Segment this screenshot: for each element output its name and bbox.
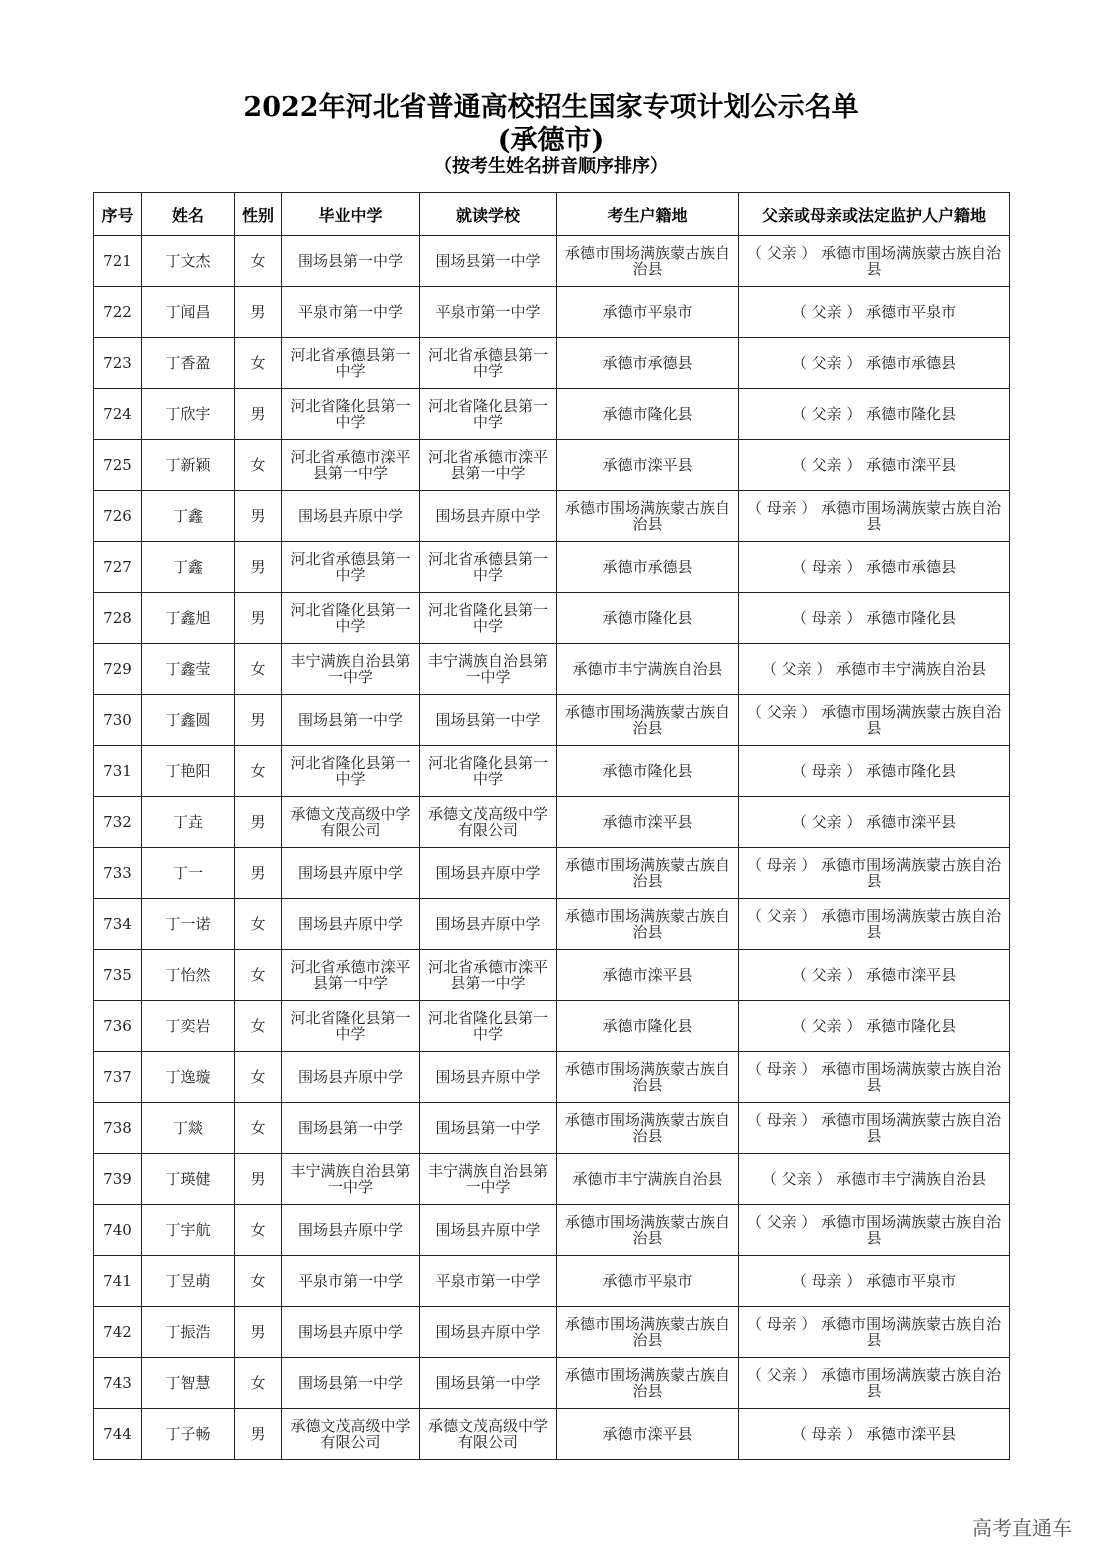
grad-school-cell: 河北省隆化县第一中学 bbox=[282, 389, 420, 440]
table-row bbox=[94, 593, 1010, 644]
grad-school-cell: 围场县卉原中学 bbox=[282, 1205, 420, 1256]
student-hukou-cell: 承德市围场满族蒙古族自治县 bbox=[557, 848, 739, 899]
table-row bbox=[94, 1001, 1010, 1052]
table-row bbox=[94, 236, 1010, 287]
sex-cell: 女 bbox=[235, 1052, 282, 1103]
guardian-hukou-cell: （ 母亲 ） 承德市承德县 bbox=[739, 542, 1010, 593]
grad-school-cell: 丰宁满族自治县第一中学 bbox=[282, 644, 420, 695]
sex-cell: 女 bbox=[235, 338, 282, 389]
name-cell: 丁鑫 bbox=[142, 542, 235, 593]
student-hukou-cell: 承德市隆化县 bbox=[557, 746, 739, 797]
name-cell: 丁宇航 bbox=[142, 1205, 235, 1256]
seq-cell: 734 bbox=[94, 899, 142, 950]
table-row bbox=[94, 797, 1010, 848]
grad-school-cell: 河北省承德市滦平县第一中学 bbox=[282, 950, 420, 1001]
seq-cell: 726 bbox=[94, 491, 142, 542]
sex-cell: 女 bbox=[235, 950, 282, 1001]
table-row bbox=[94, 1103, 1010, 1154]
current-school-cell: 围场县卉原中学 bbox=[420, 1307, 557, 1358]
table-row bbox=[94, 950, 1010, 1001]
table-row bbox=[94, 848, 1010, 899]
grad-school-cell: 河北省隆化县第一中学 bbox=[282, 746, 420, 797]
seq-cell: 739 bbox=[94, 1154, 142, 1205]
current-school-cell: 平泉市第一中学 bbox=[420, 287, 557, 338]
name-cell: 丁香盈 bbox=[142, 338, 235, 389]
current-school-cell: 围场县卉原中学 bbox=[420, 1052, 557, 1103]
current-school-cell: 围场县卉原中学 bbox=[420, 491, 557, 542]
sex-cell: 男 bbox=[235, 542, 282, 593]
student-hukou-cell: 承德市平泉市 bbox=[557, 287, 739, 338]
seq-cell: 742 bbox=[94, 1307, 142, 1358]
sex-cell: 女 bbox=[235, 1358, 282, 1409]
seq-cell: 737 bbox=[94, 1052, 142, 1103]
student-hukou-cell: 承德市承德县 bbox=[557, 542, 739, 593]
sex-cell: 男 bbox=[235, 1154, 282, 1205]
grad-school-cell: 河北省承德县第一中学 bbox=[282, 542, 420, 593]
seq-cell: 744 bbox=[94, 1409, 142, 1460]
table-row bbox=[94, 491, 1010, 542]
name-cell: 丁昱萌 bbox=[142, 1256, 235, 1307]
sex-cell: 女 bbox=[235, 1103, 282, 1154]
current-school-cell: 围场县第一中学 bbox=[420, 236, 557, 287]
table-row bbox=[94, 1358, 1010, 1409]
sex-cell: 男 bbox=[235, 593, 282, 644]
name-cell: 丁瑛健 bbox=[142, 1154, 235, 1205]
student-hukou-cell: 承德市滦平县 bbox=[557, 797, 739, 848]
name-cell: 丁一 bbox=[142, 848, 235, 899]
seq-cell: 725 bbox=[94, 440, 142, 491]
table-row bbox=[94, 1409, 1010, 1460]
grad-school-cell: 河北省承德县第一中学 bbox=[282, 338, 420, 389]
student-hukou-cell: 承德市平泉市 bbox=[557, 1256, 739, 1307]
grad-school-cell: 围场县第一中学 bbox=[282, 1103, 420, 1154]
current-school-cell: 围场县第一中学 bbox=[420, 695, 557, 746]
table-row bbox=[94, 1154, 1010, 1205]
seq-cell: 743 bbox=[94, 1358, 142, 1409]
student-hukou-cell: 承德市围场满族蒙古族自治县 bbox=[557, 1358, 739, 1409]
student-hukou-cell: 承德市围场满族蒙古族自治县 bbox=[557, 1103, 739, 1154]
current-school-cell: 围场县卉原中学 bbox=[420, 1205, 557, 1256]
student-hukou-cell: 承德市丰宁满族自治县 bbox=[557, 644, 739, 695]
grad-school-cell: 围场县卉原中学 bbox=[282, 491, 420, 542]
table-header-row bbox=[94, 193, 1010, 236]
column-header-guardian-hukou: 父亲或母亲或法定监护人户籍地 bbox=[739, 193, 1010, 236]
current-school-cell: 围场县卉原中学 bbox=[420, 848, 557, 899]
name-cell: 丁垚 bbox=[142, 797, 235, 848]
grad-school-cell: 平泉市第一中学 bbox=[282, 1256, 420, 1307]
guardian-hukou-cell: （ 父亲 ） 承德市承德县 bbox=[739, 338, 1010, 389]
student-hukou-cell: 承德市滦平县 bbox=[557, 440, 739, 491]
grad-school-cell: 丰宁满族自治县第一中学 bbox=[282, 1154, 420, 1205]
current-school-cell: 承德文茂高级中学有限公司 bbox=[420, 1409, 557, 1460]
table-row bbox=[94, 338, 1010, 389]
current-school-cell: 河北省承德市滦平县第一中学 bbox=[420, 950, 557, 1001]
student-hukou-cell: 承德市隆化县 bbox=[557, 1001, 739, 1052]
current-school-cell: 河北省隆化县第一中学 bbox=[420, 593, 557, 644]
sex-cell: 男 bbox=[235, 1307, 282, 1358]
name-cell: 丁鑫旭 bbox=[142, 593, 235, 644]
table-row bbox=[94, 695, 1010, 746]
grad-school-cell: 围场县第一中学 bbox=[282, 1358, 420, 1409]
student-hukou-cell: 承德市滦平县 bbox=[557, 950, 739, 1001]
guardian-hukou-cell: （ 母亲 ） 承德市围场满族蒙古族自治县 bbox=[739, 1103, 1010, 1154]
student-hukou-cell: 承德市承德县 bbox=[557, 338, 739, 389]
watermark: 高考直通车 bbox=[972, 1516, 1072, 1540]
current-school-cell: 河北省承德市滦平县第一中学 bbox=[420, 440, 557, 491]
student-hukou-cell: 承德市丰宁满族自治县 bbox=[557, 1154, 739, 1205]
current-school-cell: 承德文茂高级中学有限公司 bbox=[420, 797, 557, 848]
current-school-cell: 围场县卉原中学 bbox=[420, 899, 557, 950]
guardian-hukou-cell: （ 父亲 ） 承德市围场满族蒙古族自治县 bbox=[739, 899, 1010, 950]
student-hukou-cell: 承德市围场满族蒙古族自治县 bbox=[557, 1307, 739, 1358]
guardian-hukou-cell: （ 父亲 ） 承德市围场满族蒙古族自治县 bbox=[739, 236, 1010, 287]
student-hukou-cell: 承德市围场满族蒙古族自治县 bbox=[557, 236, 739, 287]
column-header-current-school: 就读学校 bbox=[420, 193, 557, 236]
seq-cell: 741 bbox=[94, 1256, 142, 1307]
table-row bbox=[94, 440, 1010, 491]
sex-cell: 男 bbox=[235, 491, 282, 542]
grad-school-cell: 围场县卉原中学 bbox=[282, 848, 420, 899]
seq-cell: 727 bbox=[94, 542, 142, 593]
grad-school-cell: 围场县第一中学 bbox=[282, 695, 420, 746]
current-school-cell: 围场县第一中学 bbox=[420, 1358, 557, 1409]
grad-school-cell: 河北省隆化县第一中学 bbox=[282, 1001, 420, 1052]
table-row bbox=[94, 389, 1010, 440]
table-row bbox=[94, 1256, 1010, 1307]
seq-cell: 733 bbox=[94, 848, 142, 899]
column-header-seq: 序号 bbox=[94, 193, 142, 236]
name-cell: 丁子畅 bbox=[142, 1409, 235, 1460]
sort-note: （按考生姓名拼音顺序排序） bbox=[434, 156, 668, 177]
guardian-hukou-cell: （ 父亲 ） 承德市滦平县 bbox=[739, 797, 1010, 848]
seq-cell: 730 bbox=[94, 695, 142, 746]
table-row bbox=[94, 1052, 1010, 1103]
sex-cell: 女 bbox=[235, 1001, 282, 1052]
guardian-hukou-cell: （ 母亲 ） 承德市隆化县 bbox=[739, 593, 1010, 644]
name-cell: 丁鑫莹 bbox=[142, 644, 235, 695]
seq-cell: 724 bbox=[94, 389, 142, 440]
seq-cell: 732 bbox=[94, 797, 142, 848]
sex-cell: 女 bbox=[235, 1256, 282, 1307]
column-header-name: 姓名 bbox=[142, 193, 235, 236]
student-hukou-cell: 承德市围场满族蒙古族自治县 bbox=[557, 1205, 739, 1256]
current-school-cell: 河北省隆化县第一中学 bbox=[420, 389, 557, 440]
guardian-hukou-cell: （ 父亲 ） 承德市围场满族蒙古族自治县 bbox=[739, 1358, 1010, 1409]
guardian-hukou-cell: （ 父亲 ） 承德市平泉市 bbox=[739, 287, 1010, 338]
guardian-hukou-cell: （ 父亲 ） 承德市隆化县 bbox=[739, 1001, 1010, 1052]
grad-school-cell: 承德文茂高级中学有限公司 bbox=[282, 1409, 420, 1460]
name-cell: 丁奕岩 bbox=[142, 1001, 235, 1052]
guardian-hukou-cell: （ 父亲 ） 承德市围场满族蒙古族自治县 bbox=[739, 695, 1010, 746]
column-header-grad-school: 毕业中学 bbox=[282, 193, 420, 236]
student-hukou-cell: 承德市隆化县 bbox=[557, 593, 739, 644]
current-school-cell: 河北省隆化县第一中学 bbox=[420, 746, 557, 797]
current-school-cell: 河北省承德县第一中学 bbox=[420, 338, 557, 389]
grad-school-cell: 围场县第一中学 bbox=[282, 236, 420, 287]
seq-cell: 721 bbox=[94, 236, 142, 287]
table-row bbox=[94, 644, 1010, 695]
sex-cell: 女 bbox=[235, 1205, 282, 1256]
sex-cell: 女 bbox=[235, 440, 282, 491]
name-cell: 丁智慧 bbox=[142, 1358, 235, 1409]
sex-cell: 男 bbox=[235, 695, 282, 746]
guardian-hukou-cell: （ 父亲 ） 承德市丰宁满族自治县 bbox=[739, 1154, 1010, 1205]
grad-school-cell: 围场县卉原中学 bbox=[282, 1052, 420, 1103]
seq-cell: 736 bbox=[94, 1001, 142, 1052]
student-hukou-cell: 承德市围场满族蒙古族自治县 bbox=[557, 1052, 739, 1103]
grad-school-cell: 围场县卉原中学 bbox=[282, 1307, 420, 1358]
guardian-hukou-cell: （ 父亲 ） 承德市丰宁满族自治县 bbox=[739, 644, 1010, 695]
current-school-cell: 丰宁满族自治县第一中学 bbox=[420, 644, 557, 695]
column-header-student-hukou: 考生户籍地 bbox=[557, 193, 739, 236]
name-cell: 丁鑫 bbox=[142, 491, 235, 542]
table-row bbox=[94, 287, 1010, 338]
student-hukou-cell: 承德市隆化县 bbox=[557, 389, 739, 440]
name-cell: 丁逸璇 bbox=[142, 1052, 235, 1103]
guardian-hukou-cell: （ 母亲 ） 承德市滦平县 bbox=[739, 1409, 1010, 1460]
name-cell: 丁振浩 bbox=[142, 1307, 235, 1358]
name-cell: 丁鑫圆 bbox=[142, 695, 235, 746]
seq-cell: 735 bbox=[94, 950, 142, 1001]
sex-cell: 女 bbox=[235, 644, 282, 695]
page-title: 2022年河北省普通高校招生国家专项计划公示名单 bbox=[243, 92, 859, 123]
seq-cell: 738 bbox=[94, 1103, 142, 1154]
sex-cell: 女 bbox=[235, 899, 282, 950]
name-cell: 丁一诺 bbox=[142, 899, 235, 950]
current-school-cell: 围场县第一中学 bbox=[420, 1103, 557, 1154]
guardian-hukou-cell: （ 母亲 ） 承德市围场满族蒙古族自治县 bbox=[739, 848, 1010, 899]
guardian-hukou-cell: （ 母亲 ） 承德市围场满族蒙古族自治县 bbox=[739, 491, 1010, 542]
guardian-hukou-cell: （ 父亲 ） 承德市隆化县 bbox=[739, 389, 1010, 440]
current-school-cell: 平泉市第一中学 bbox=[420, 1256, 557, 1307]
current-school-cell: 丰宁满族自治县第一中学 bbox=[420, 1154, 557, 1205]
page-subtitle: (承德市) bbox=[497, 125, 605, 156]
seq-cell: 723 bbox=[94, 338, 142, 389]
table-row bbox=[94, 1205, 1010, 1256]
guardian-hukou-cell: （ 母亲 ） 承德市围场满族蒙古族自治县 bbox=[739, 1307, 1010, 1358]
current-school-cell: 河北省承德县第一中学 bbox=[420, 542, 557, 593]
guardian-hukou-cell: （ 父亲 ） 承德市围场满族蒙古族自治县 bbox=[739, 1205, 1010, 1256]
guardian-hukou-cell: （ 父亲 ） 承德市滦平县 bbox=[739, 440, 1010, 491]
guardian-hukou-cell: （ 母亲 ） 承德市平泉市 bbox=[739, 1256, 1010, 1307]
name-cell: 丁欣宇 bbox=[142, 389, 235, 440]
current-school-cell: 河北省隆化县第一中学 bbox=[420, 1001, 557, 1052]
roster-table bbox=[93, 192, 1010, 1460]
table-row bbox=[94, 542, 1010, 593]
table-body bbox=[94, 236, 1010, 1460]
sex-cell: 男 bbox=[235, 389, 282, 440]
seq-cell: 729 bbox=[94, 644, 142, 695]
table-row bbox=[94, 746, 1010, 797]
student-hukou-cell: 承德市滦平县 bbox=[557, 1409, 739, 1460]
sex-cell: 男 bbox=[235, 1409, 282, 1460]
table-row bbox=[94, 899, 1010, 950]
grad-school-cell: 河北省承德市滦平县第一中学 bbox=[282, 440, 420, 491]
sex-cell: 女 bbox=[235, 236, 282, 287]
name-cell: 丁文杰 bbox=[142, 236, 235, 287]
guardian-hukou-cell: （ 母亲 ） 承德市隆化县 bbox=[739, 746, 1010, 797]
guardian-hukou-cell: （ 母亲 ） 承德市围场满族蒙古族自治县 bbox=[739, 1052, 1010, 1103]
name-cell: 丁闻昌 bbox=[142, 287, 235, 338]
seq-cell: 740 bbox=[94, 1205, 142, 1256]
column-header-sex: 性别 bbox=[235, 193, 282, 236]
student-hukou-cell: 承德市围场满族蒙古族自治县 bbox=[557, 491, 739, 542]
seq-cell: 731 bbox=[94, 746, 142, 797]
grad-school-cell: 围场县卉原中学 bbox=[282, 899, 420, 950]
sex-cell: 男 bbox=[235, 797, 282, 848]
grad-school-cell: 承德文茂高级中学有限公司 bbox=[282, 797, 420, 848]
seq-cell: 728 bbox=[94, 593, 142, 644]
student-hukou-cell: 承德市围场满族蒙古族自治县 bbox=[557, 899, 739, 950]
guardian-hukou-cell: （ 父亲 ） 承德市滦平县 bbox=[739, 950, 1010, 1001]
name-cell: 丁怡然 bbox=[142, 950, 235, 1001]
name-cell: 丁新颖 bbox=[142, 440, 235, 491]
name-cell: 丁燚 bbox=[142, 1103, 235, 1154]
table-row bbox=[94, 1307, 1010, 1358]
name-cell: 丁艳阳 bbox=[142, 746, 235, 797]
grad-school-cell: 河北省隆化县第一中学 bbox=[282, 593, 420, 644]
sex-cell: 女 bbox=[235, 746, 282, 797]
student-hukou-cell: 承德市围场满族蒙古族自治县 bbox=[557, 695, 739, 746]
sex-cell: 男 bbox=[235, 287, 282, 338]
grad-school-cell: 平泉市第一中学 bbox=[282, 287, 420, 338]
sex-cell: 男 bbox=[235, 848, 282, 899]
seq-cell: 722 bbox=[94, 287, 142, 338]
